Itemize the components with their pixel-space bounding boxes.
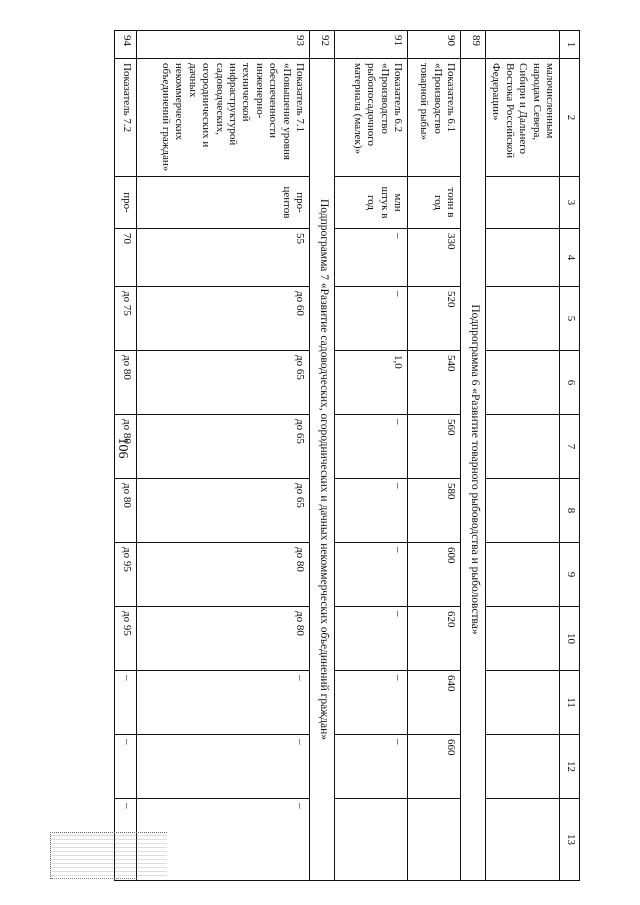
indicator-table bbox=[114, 30, 580, 881]
header-cell: 10 bbox=[560, 607, 580, 671]
unit-cell bbox=[485, 177, 559, 229]
value-cell: – bbox=[334, 287, 407, 351]
row-number: 90 bbox=[407, 31, 460, 59]
value-cell: – bbox=[114, 799, 136, 881]
value-cell: – bbox=[114, 735, 136, 799]
header-cell: 8 bbox=[560, 479, 580, 543]
indicator-name: Показатель 6.2 «Производство рыбопосадочного материала (малек)» bbox=[334, 59, 407, 177]
row-number bbox=[485, 31, 559, 59]
value-cell bbox=[485, 287, 559, 351]
page-number: 106 bbox=[115, 437, 130, 459]
value-cell: до 60 bbox=[136, 287, 309, 351]
value-cell bbox=[485, 415, 559, 479]
value-cell: до 95 bbox=[114, 607, 136, 671]
table-row bbox=[114, 31, 136, 881]
indicator-name: малочисленным народам Севера, Сибири и Дальнего Востока Российской Федерации» bbox=[485, 59, 559, 177]
value-cell: до 80 bbox=[114, 351, 136, 415]
indicator-name: Показатель 7.1 «Повышение уровня обеспеченности инженерно-технической инфраструктурой садоводческих, огороднических и дачных некоммерческих объединений граждан» bbox=[136, 59, 309, 177]
value-cell: до 80 bbox=[114, 415, 136, 479]
value-cell bbox=[334, 799, 407, 881]
value-cell: – bbox=[334, 543, 407, 607]
header-cell: 12 bbox=[560, 735, 580, 799]
indicator-name: Показатель 7.2 bbox=[114, 59, 136, 177]
header-cell: 7 bbox=[560, 415, 580, 479]
scan-stamp-mark bbox=[50, 832, 167, 879]
value-cell: 1,0 bbox=[334, 351, 407, 415]
header-cell: 11 bbox=[560, 671, 580, 735]
value-cell: 600 bbox=[407, 543, 460, 607]
header-cell: 9 bbox=[560, 543, 580, 607]
value-cell: 660 bbox=[407, 735, 460, 799]
value-cell: 520 bbox=[407, 287, 460, 351]
row-number: 91 bbox=[334, 31, 407, 59]
table-row-section bbox=[460, 31, 485, 881]
value-cell bbox=[485, 735, 559, 799]
value-cell: – bbox=[334, 415, 407, 479]
value-cell: – bbox=[136, 671, 309, 735]
value-cell: – bbox=[334, 671, 407, 735]
value-cell: до 80 bbox=[136, 607, 309, 671]
value-cell: – bbox=[334, 479, 407, 543]
row-number: 94 bbox=[114, 31, 136, 59]
header-cell: 13 bbox=[560, 799, 580, 881]
value-cell: – bbox=[334, 229, 407, 287]
indicator-name: Показатель 6.1 «Производство товарной рыбы» bbox=[407, 59, 460, 177]
value-cell: до 65 bbox=[136, 415, 309, 479]
value-cell: до 80 bbox=[114, 479, 136, 543]
section-title: Подпрограмма 7 «Развитие садоводческих, огороднических и дачных некоммерческих объединений граждан» bbox=[309, 59, 334, 881]
header-cell: 2 bbox=[560, 59, 580, 177]
header-row bbox=[560, 31, 580, 881]
value-cell: 70 bbox=[114, 229, 136, 287]
value-cell: 55 bbox=[136, 229, 309, 287]
value-cell bbox=[485, 799, 559, 881]
value-cell: до 80 bbox=[136, 543, 309, 607]
value-cell bbox=[485, 671, 559, 735]
value-cell: – bbox=[136, 735, 309, 799]
value-cell bbox=[485, 351, 559, 415]
value-cell: 640 bbox=[407, 671, 460, 735]
header-cell: 4 bbox=[560, 229, 580, 287]
value-cell: – bbox=[136, 799, 309, 881]
value-cell: до 65 bbox=[136, 479, 309, 543]
value-cell: – bbox=[334, 607, 407, 671]
header-cell: 3 bbox=[560, 177, 580, 229]
value-cell bbox=[485, 229, 559, 287]
value-cell: 580 bbox=[407, 479, 460, 543]
table-row bbox=[407, 31, 460, 881]
header-cell: 1 bbox=[560, 31, 580, 59]
row-number: 89 bbox=[460, 31, 485, 59]
table-row bbox=[136, 31, 309, 881]
value-cell bbox=[485, 479, 559, 543]
value-cell: до 65 bbox=[136, 351, 309, 415]
section-title: Подпрограмма 6 «Развитие товарного рыбоводства и рыболовства» bbox=[460, 59, 485, 881]
value-cell: – bbox=[334, 735, 407, 799]
value-cell bbox=[485, 543, 559, 607]
value-cell: 540 bbox=[407, 351, 460, 415]
table-row-continuation bbox=[485, 31, 559, 881]
unit-cell: тонн в год bbox=[407, 177, 460, 229]
value-cell: до 75 bbox=[114, 287, 136, 351]
row-number: 93 bbox=[136, 31, 309, 59]
row-number: 92 bbox=[309, 31, 334, 59]
header-cell: 5 bbox=[560, 287, 580, 351]
value-cell: – bbox=[114, 671, 136, 735]
value-cell bbox=[485, 607, 559, 671]
unit-cell: про-центов bbox=[136, 177, 309, 229]
table-row-section bbox=[309, 31, 334, 881]
value-cell: 620 bbox=[407, 607, 460, 671]
value-cell: до 95 bbox=[114, 543, 136, 607]
value-cell: 330 bbox=[407, 229, 460, 287]
unit-cell: про- bbox=[114, 177, 136, 229]
value-cell bbox=[407, 799, 460, 881]
value-cell: 560 bbox=[407, 415, 460, 479]
table-row bbox=[334, 31, 407, 881]
header-cell: 6 bbox=[560, 351, 580, 415]
unit-cell: млн штук в год bbox=[334, 177, 407, 229]
